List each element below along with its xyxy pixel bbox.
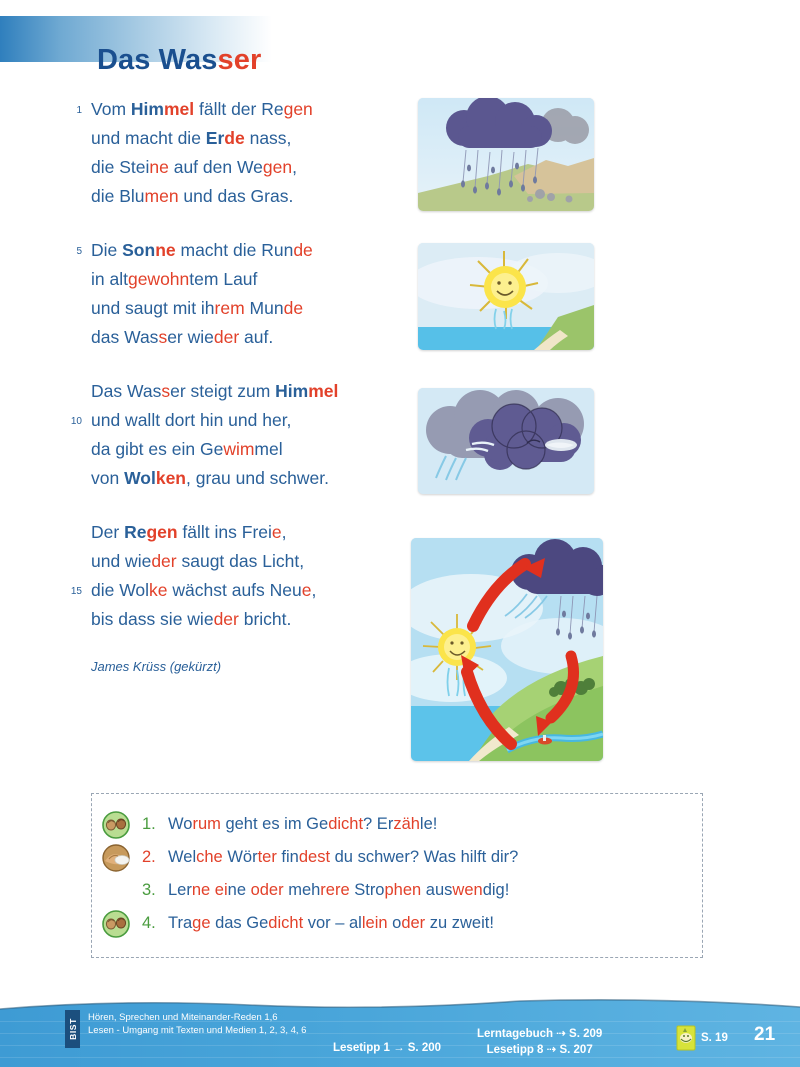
poem-body (60, 95, 400, 674)
text-segment-0: die Stei (91, 157, 150, 177)
text-segment-5: zäh (393, 815, 420, 833)
poem-line-number: 1 (76, 105, 82, 116)
exercise-item[interactable] (92, 808, 702, 841)
text-segment-2: er steigt zum (170, 381, 276, 401)
exercise-icon-slot (101, 843, 135, 873)
workbook-icon (676, 1025, 696, 1051)
exercise-item[interactable] (92, 907, 702, 940)
text-segment-0: und wie (91, 551, 152, 571)
poem-line (60, 435, 400, 464)
text-segment-2: de (224, 128, 245, 148)
title-part-0: Das Was (97, 44, 218, 77)
illustration-water-cycle (411, 538, 603, 761)
text-segment-2: saugt das Licht, (176, 551, 305, 571)
text-segment-0: und macht die (91, 128, 206, 148)
text-segment-3: , grau und schwer. (186, 468, 329, 488)
text-segment-2: wächst aufs Neu (167, 580, 302, 600)
text-segment-4: gen (283, 99, 313, 119)
text-segment-0: und wallt dort hin und her, (91, 410, 292, 430)
exercise-number: 3. (142, 881, 156, 899)
exercise-text (168, 914, 494, 933)
text-segment-1: s (158, 327, 168, 347)
exercise-item[interactable] (92, 841, 702, 874)
poem-line (60, 547, 400, 576)
text-segment-7: phen (384, 881, 422, 899)
poem-line (60, 182, 400, 211)
text-segment-4: vor – al (303, 914, 362, 932)
text-segment-2: bricht. (238, 609, 292, 629)
text-segment-2: ken (155, 468, 186, 488)
title-part-1: ser (217, 44, 262, 77)
text-segment-0: Wel (168, 848, 197, 866)
text-segment-1: ne (149, 157, 169, 177)
text-segment-6: o (387, 914, 402, 932)
poem-stanza (60, 95, 400, 211)
illustration-blowing-cloud (418, 388, 594, 494)
poem-line (60, 236, 400, 265)
text-segment-1: che (196, 848, 223, 866)
text-segment-1: Re (124, 522, 147, 542)
exercise-number: 2. (142, 848, 156, 866)
text-segment-5: dest (298, 848, 331, 866)
text-segment-1: ne ei (191, 881, 228, 899)
text-segment-1: ke (149, 580, 168, 600)
text-segment-1: der (151, 551, 177, 571)
text-segment-1: ge (192, 914, 211, 932)
poem-author: James Krüss (gekürzt) (91, 659, 222, 674)
poem-line (60, 124, 400, 153)
page-title (97, 43, 261, 77)
exercise-icon-slot (101, 810, 135, 840)
text-segment-8: zu zweit! (425, 914, 494, 932)
partner-talk-icon (101, 909, 135, 939)
poem-stanza (60, 518, 400, 634)
text-segment-4: de (293, 240, 313, 260)
poem-line (60, 518, 400, 547)
text-segment-9: wen (452, 881, 483, 899)
text-segment-0: Wo (168, 815, 193, 833)
text-segment-1: Wol (124, 468, 156, 488)
footer-lesetipp-left[interactable]: Lesetipp 1 → S. 200 (333, 1042, 442, 1054)
poem-line (60, 605, 400, 634)
text-segment-2: gen (146, 522, 178, 542)
text-segment-10: dig! (482, 881, 510, 899)
text-segment-2: das Ge (210, 914, 269, 932)
text-segment-0: Die (91, 240, 123, 260)
text-segment-0: Der (91, 522, 125, 542)
text-segment-3: e (301, 580, 312, 600)
text-segment-2: Mun (244, 298, 284, 318)
bist-label: BIST (68, 1018, 78, 1040)
text-segment-3: der (213, 327, 240, 347)
text-segment-4: mel (308, 381, 339, 401)
text-segment-0: und saugt mit ih (91, 298, 215, 318)
exercise-text (168, 815, 437, 834)
illustration-rain-cloud-over-hill (418, 98, 594, 211)
text-segment-6: le! (419, 815, 438, 833)
text-segment-2: auf den We (168, 157, 263, 177)
text-segment-2: und das Gras. (178, 186, 294, 206)
text-segment-1: s (161, 381, 171, 401)
text-segment-1: Him (130, 99, 164, 119)
footer-book-ref[interactable]: S. 19 (701, 1032, 728, 1044)
standards-line-2: Lesen - Umgang mit Texten und Medien 1, 2, 3, 4, 6 (88, 1025, 307, 1036)
text-segment-4: auf. (239, 327, 274, 347)
text-segment-3: Him (275, 381, 309, 401)
text-segment-2: mel (163, 99, 195, 119)
text-segment-3: fällt der Re (194, 99, 284, 119)
footer-lesetipp-right[interactable]: Lesetipp 8 ⇢ S. 207 (486, 1044, 593, 1056)
exercise-text (168, 848, 518, 867)
text-segment-5: rere (320, 881, 350, 899)
text-segment-4: , (311, 580, 317, 600)
exercise-number: 1. (142, 815, 156, 833)
text-segment-3: fällt ins Frei (177, 522, 272, 542)
poem-stanza (60, 377, 400, 493)
text-segment-4: fin (276, 848, 299, 866)
text-segment-0: bis dass sie wie (91, 609, 214, 629)
text-segment-0: die Wol (91, 580, 150, 600)
text-segment-2: ne (227, 881, 251, 899)
poem-line-number: 15 (70, 586, 82, 597)
bist-standards (88, 1011, 306, 1037)
footer-lerntagebuch[interactable]: Lerntagebuch ⇢ S. 209 (477, 1028, 603, 1040)
text-segment-4: ? Er (363, 815, 394, 833)
text-segment-1: rum (192, 815, 221, 833)
exercise-icon-slot (101, 876, 135, 906)
text-segment-3: macht die Run (175, 240, 294, 260)
poem-line (60, 576, 400, 605)
text-segment-0: von (91, 468, 125, 488)
poem-line-number: 5 (76, 246, 82, 257)
text-segment-1: wim (223, 439, 255, 459)
text-segment-2: mel (254, 439, 283, 459)
text-segment-4: e (271, 522, 282, 542)
text-segment-3: gen (262, 157, 293, 177)
poem-line (60, 406, 400, 435)
illustration-sun-drawing-water (418, 243, 594, 350)
text-segment-0: da gibt es ein Ge (91, 439, 224, 459)
text-segment-2: tem (189, 269, 219, 289)
poem-line (60, 153, 400, 182)
text-segment-3: Lauf (218, 269, 258, 289)
text-segment-1: Er (205, 128, 225, 148)
text-segment-0: Tra (168, 914, 193, 932)
text-segment-6: du schwer? Was hilft dir? (330, 848, 519, 866)
text-segment-7: der (401, 914, 426, 932)
text-segment-0: Das Was (91, 381, 162, 401)
poem-line (60, 265, 400, 294)
text-segment-4: meh (283, 881, 321, 899)
poem-line-number: 10 (70, 416, 82, 427)
exercise-list (92, 794, 702, 940)
exercise-number: 4. (142, 914, 156, 932)
text-segment-0: Ler (168, 881, 192, 899)
text-segment-5: lein (361, 914, 388, 932)
exercise-icon-slot (101, 909, 135, 939)
exercise-item[interactable] (92, 874, 702, 907)
text-segment-2: er wie (167, 327, 214, 347)
poem-line (60, 377, 400, 406)
poem-line (60, 323, 400, 352)
text-segment-2: geht es im Ge (220, 815, 329, 833)
text-segment-5: , (281, 522, 287, 542)
page-number: 21 (754, 1024, 776, 1045)
text-segment-6: Stro (349, 881, 385, 899)
standards-line-1: Hören, Sprechen und Miteinander-Reden 1,6 (88, 1012, 278, 1023)
text-segment-3: oder (250, 881, 284, 899)
text-segment-0: die Blu (91, 186, 145, 206)
poem-line (60, 294, 400, 323)
partner-talk-icon (101, 810, 135, 840)
text-segment-1: men (144, 186, 179, 206)
exercise-box (91, 793, 703, 958)
footer-references (477, 1026, 602, 1058)
text-segment-1: gewohn (127, 269, 190, 289)
text-segment-2: ne (155, 240, 176, 260)
text-segment-3: de (283, 298, 304, 318)
poem-line (60, 95, 400, 124)
text-segment-1: der (213, 609, 239, 629)
text-segment-0: in alt (91, 269, 128, 289)
icon-placeholder (101, 876, 135, 906)
text-segment-0: Vom (91, 99, 131, 119)
text-segment-3: dicht (268, 914, 304, 932)
text-segment-3: nass, (244, 128, 292, 148)
text-segment-8: aus (421, 881, 453, 899)
text-segment-3: ter (257, 848, 277, 866)
text-segment-1: rem (214, 298, 245, 318)
text-segment-4: , (292, 157, 297, 177)
exercise-text (168, 881, 509, 900)
write-hand-icon (101, 843, 135, 873)
text-segment-0: das Was (91, 327, 159, 347)
text-segment-1: Son (122, 240, 156, 260)
poem-stanza (60, 236, 400, 352)
poem-line (60, 464, 400, 493)
text-segment-3: dicht (328, 815, 364, 833)
text-segment-2: Wör (222, 848, 258, 866)
